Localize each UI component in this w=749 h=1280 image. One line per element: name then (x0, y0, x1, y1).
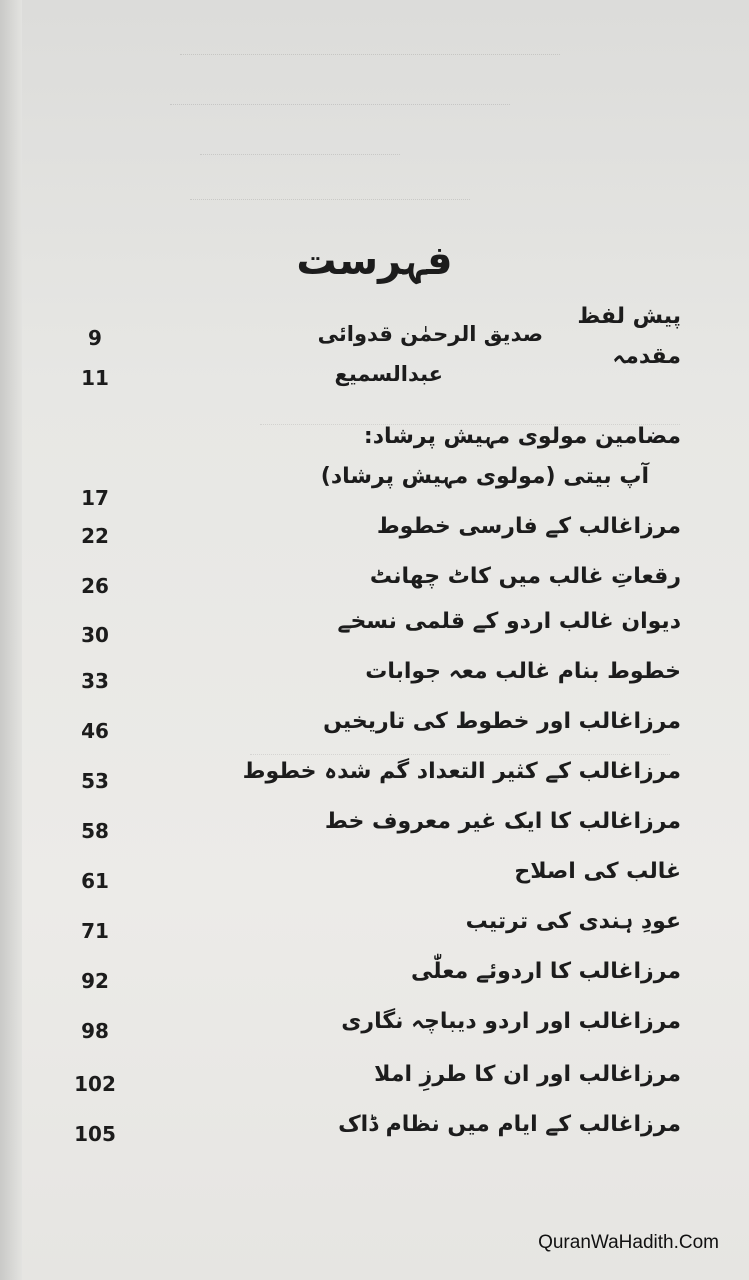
toc-entry-title: مرزاغالب کے کثیر التعداد گم شدہ خطوط (242, 759, 681, 784)
toc-entry-title: غالب کی اصلاح (514, 859, 681, 884)
toc-entry-title: مرزاغالب کے فارسی خطوط (376, 514, 681, 539)
toc-entry-title: آپ بیتی (مولوی مہیش پرشاد) (320, 464, 649, 489)
toc-page-number: 30 (81, 623, 109, 647)
toc-row (0, 1005, 749, 1045)
toc-page-number: 26 (81, 574, 109, 598)
toc-page-number: 11 (81, 366, 109, 390)
section-heading-row (0, 420, 749, 460)
toc-author: صدیق الرحمٰن قدوائی (317, 322, 543, 346)
toc-entry-title: رقعاتِ غالب میں کاٹ چھانٹ (369, 564, 681, 589)
toc-row (0, 955, 749, 995)
toc-page-number: 33 (81, 669, 109, 693)
toc-entry-title: مرزاغالب اور اردو دیباچہ نگاری (341, 1009, 681, 1034)
toc-page-number: 98 (81, 1019, 109, 1043)
toc-entry-title: خطوط بنام غالب معہ جوابات (365, 659, 681, 684)
toc-row-page (0, 478, 749, 508)
show-through-line (180, 40, 560, 55)
toc-row (0, 855, 749, 895)
toc-entry-title: مرزاغالب اور خطوط کی تاریخیں (323, 709, 681, 734)
toc-entry-title: دیوان غالب اردو کے قلمی نسخے (337, 609, 681, 634)
toc-row (0, 560, 749, 600)
toc-row (0, 755, 749, 795)
toc-entry-title: عودِ ہندی کی ترتیب (465, 909, 681, 934)
toc-page-number: 92 (81, 969, 109, 993)
toc-row-intro-author (0, 362, 749, 402)
page-title: فہرست (296, 238, 453, 284)
toc-row (0, 1108, 749, 1148)
toc-page-number: 105 (74, 1122, 116, 1146)
show-through-line (170, 90, 510, 105)
toc-page-number: 58 (81, 819, 109, 843)
toc-row (0, 705, 749, 745)
toc-page-number: 102 (74, 1072, 116, 1096)
toc-page-number: 61 (81, 869, 109, 893)
toc-entry-title: مرزاغالب کا ایک غیر معروف خط (324, 809, 681, 834)
toc-page-number: 17 (81, 486, 109, 510)
toc-author: عبدالسمیع (334, 362, 443, 386)
toc-label: مقدمہ (612, 344, 681, 369)
toc-page-number: 71 (81, 919, 109, 943)
toc-page-number: 22 (81, 524, 109, 548)
toc-entry-title: مرزاغالب اور ان کا طرزِ املا (374, 1062, 681, 1087)
toc-row (0, 510, 749, 550)
toc-page-number: 9 (88, 326, 102, 350)
toc-entry-title: مرزاغالب کے ایام میں نظام ڈاک (338, 1112, 681, 1137)
toc-page-number: 53 (81, 769, 109, 793)
toc-row (0, 1058, 749, 1098)
watermark: QuranWaHadith.Com (538, 1232, 719, 1253)
show-through-line (200, 140, 400, 155)
toc-page-number: 46 (81, 719, 109, 743)
toc-row (0, 905, 749, 945)
toc-row (0, 655, 749, 695)
toc-row (0, 805, 749, 845)
toc-row (0, 605, 749, 645)
toc-entry-title: مرزاغالب کا اردوئے معلّٰی (411, 959, 681, 984)
section-heading: مضامین مولوی مہیش پرشاد: (363, 424, 681, 449)
toc-label: پیش لفظ (577, 304, 681, 329)
show-through-line (190, 185, 470, 200)
